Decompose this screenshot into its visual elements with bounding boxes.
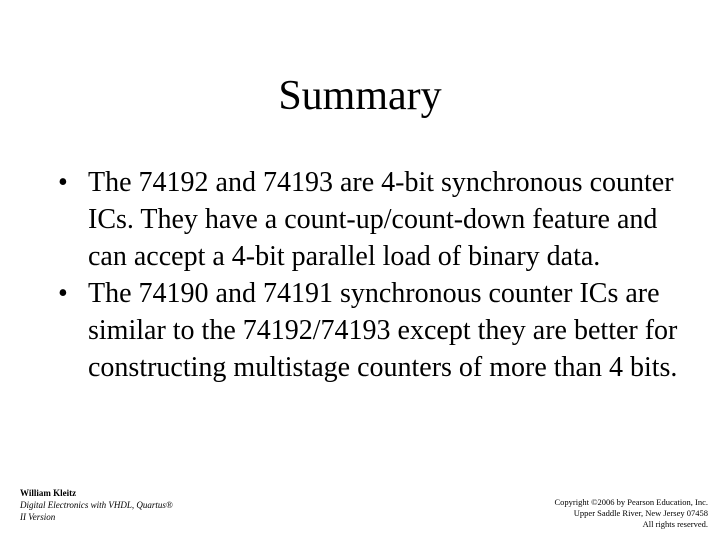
footer-author: William Kleitz: [20, 488, 77, 498]
bullet-text: The 74192 and 74193 are 4-bit synchronous counter ICs. They have a count-up/count-down feature and can accept a 4-bit parallel load of binary data.: [88, 167, 674, 272]
bullet-item: [58, 164, 698, 275]
footer-book-edition: II Version: [20, 512, 56, 522]
bullet-item: [58, 275, 698, 386]
copyright-rights: All rights reserved.: [642, 519, 708, 529]
footer-copyright: [554, 497, 708, 530]
footer-book-title: Digital Electronics with VHDL, Quartus®: [20, 500, 173, 510]
copyright-address: Upper Saddle River, New Jersey 07458: [573, 508, 708, 518]
bullet-text: The 74190 and 74191 synchronous counter ICs are similar to the 74192/74193 except they are better for constructing multistage counters of more than 4 bits.: [88, 278, 678, 383]
copyright-line: Copyright ©2006 by Pearson Education, Inc.: [554, 497, 708, 507]
bullet-list: [58, 164, 698, 386]
bullet-marker: •: [58, 278, 68, 309]
slide-title: Summary: [278, 73, 442, 119]
footer-book-info: [20, 487, 173, 523]
bullet-marker: •: [58, 167, 68, 198]
